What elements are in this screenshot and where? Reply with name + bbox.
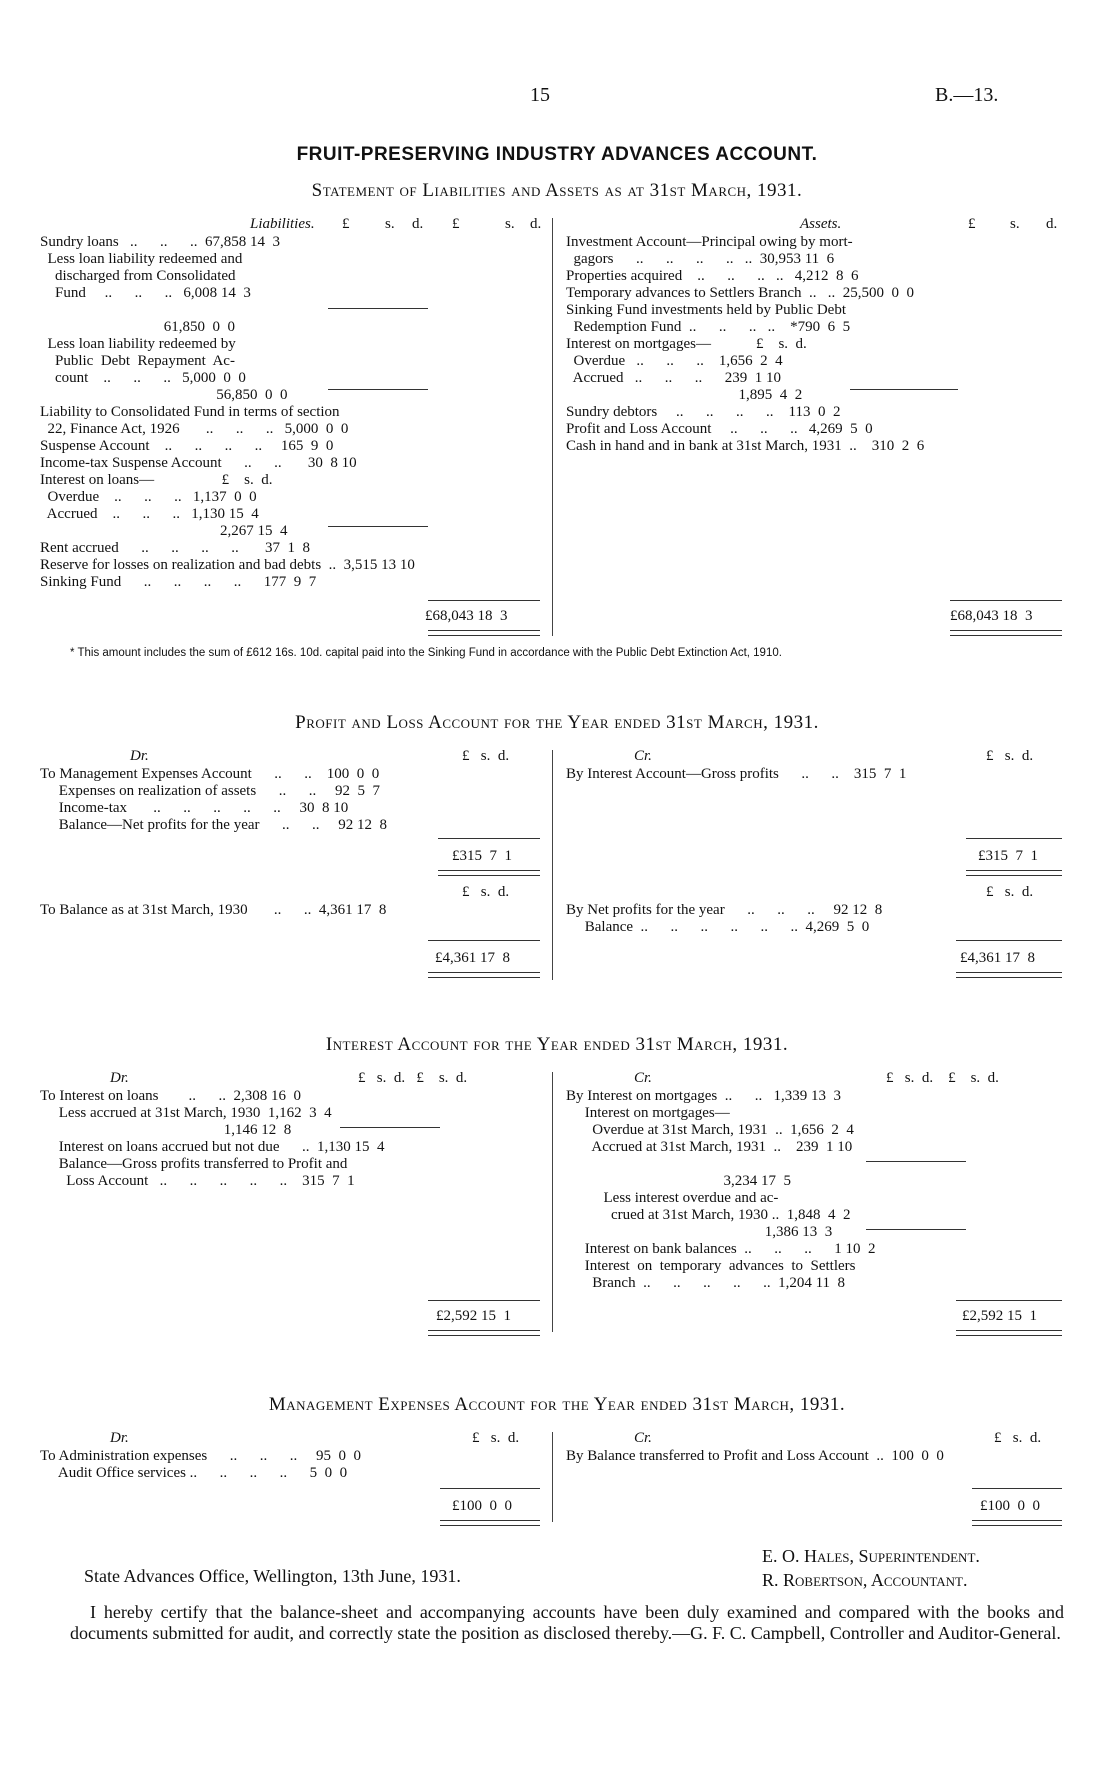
liab-line: discharged from Consolidated [40,268,236,284]
rule [438,838,540,839]
interest-subtitle: Interest Account for the Year ended 31st March, 1931. [325,1034,789,1055]
int-right-line: 1,386 13 3 [566,1224,833,1240]
liab-line: 2,267 15 4 [40,523,288,539]
mgmt-right-line: By Balance transferred to Profit and Loss Account .. 100 0 0 [566,1448,944,1464]
mgmt-cur-r: £ s. d. [994,1430,1042,1446]
int-left-line: Less accrued at 31st March, 1930 1,162 3 4 [40,1105,332,1121]
liab-line: 61,850 0 0 [40,319,235,335]
rule [866,1161,966,1162]
liab-line: Fund .. .. .. 6,008 14 3 [40,285,251,301]
liab-cur-pounds-2: £ [452,216,460,232]
double-rule [428,630,540,636]
asset-line: Sinking Fund investments held by Public Debt [566,302,846,318]
int-left-line: To Interest on loans .. .. 2,308 16 0 [40,1088,302,1104]
liab-line: Interest on loans— £ s. d. [40,472,273,488]
assets-heading: Assets. [800,216,842,232]
office-dateline: State Advances Office, Wellington, 13th June, 1931. [84,1566,461,1586]
double-rule [966,870,1062,876]
asset-line: gagors .. .. .. .. .. 30,953 11 6 [566,251,835,267]
liab-line: 22, Finance Act, 1926 .. .. .. 5,000 0 0 [40,421,349,437]
liab-line: count .. .. .. 5,000 0 0 [40,370,246,386]
rule [950,600,1062,601]
liab-cur-shillings-2: s. [505,216,515,232]
mgmt-cur: £ s. d. [472,1430,520,1446]
mgmt-left-line: Audit Office services .. .. .. .. 5 0 0 [40,1465,348,1481]
liab-cur-shillings: s. [385,216,395,232]
liab-line: Overdue .. .. .. 1,137 0 0 [40,489,257,505]
liab-cur-pence-2: d. [530,216,542,232]
pl-left-line: To Management Expenses Account .. .. 100 0 0 [40,766,380,782]
int-right-line: Branch .. .. .. .. .. 1,204 11 8 [566,1275,846,1291]
int-right-line: Less interest overdue and ac- [566,1190,779,1206]
int-left-line: Interest on loans accrued but not due .. 1,130 15 4 [40,1139,385,1155]
double-rule [428,972,540,978]
signature-superintendent: E. O. Hales, Superintendent. [762,1546,980,1566]
mgmt-dr: Dr. [110,1430,129,1446]
pl-cur-r-2: £ s. d. [986,884,1034,900]
rule [428,600,540,601]
liab-line: Income-tax Suspense Account .. .. 30 8 10 [40,455,357,471]
liab-line: Rent accrued .. .. .. .. 37 1 8 [40,540,310,556]
rule [440,1488,540,1489]
asset-line: Cash in hand and in bank at 31st March, 1931 .. 310 2 6 [566,438,925,454]
balance-sheet-divider [552,218,553,636]
audit-certificate: I hereby certify that the balance-sheet and accompanying accounts have been duly examined and compared with the books and documents submitted for audit, and correctly state the position as disclosed thereby.—G. F. C. Campbell, Controller and Auditor-General. [70,1602,1064,1643]
int-right-line: crued at 31st March, 1930 .. 1,848 4 2 [566,1207,851,1223]
double-rule [440,1520,540,1526]
rule [428,940,540,941]
int-cur-r: £ s. d. £ s. d. [886,1070,999,1086]
liabilities-heading: Liabilities. [250,216,315,232]
asset-line: Temporary advances to Settlers Branch .. .. 25,500 0 0 [566,285,915,301]
management-subtitle: Management Expenses Account for the Year ended 31st March, 1931. [268,1394,846,1415]
pl-cr: Cr. [634,748,652,764]
double-rule [438,870,540,876]
int-right-line: 3,234 17 5 [566,1173,791,1189]
asset-line: Overdue .. .. .. 1,656 2 4 [566,353,783,369]
int-dr: Dr. [110,1070,129,1086]
liab-line: Less loan liability redeemed by [40,336,236,352]
liab-line: Liability to Consolidated Fund in terms of section [40,404,340,420]
profit-loss-subtitle: Profit and Loss Account for the Year ended 31st March, 1931. [295,712,819,733]
mgmt-divider [552,1432,553,1522]
asset-line: Investment Account—Principal owing by mort- [566,234,853,250]
assets-cur-pounds: £ [968,216,976,232]
int-cur: £ s. d. £ s. d. [358,1070,468,1086]
pl-left2-line: To Balance as at 31st March, 1930 .. .. 4,361 17 8 [40,902,387,918]
assets-cur-shillings: s. [1010,216,1020,232]
double-rule [956,972,1062,978]
int-right-line: By Interest on mortgages .. .. 1,339 13 3 [566,1088,841,1104]
asset-line: Profit and Loss Account .. .. .. 4,269 5 0 [566,421,873,437]
double-rule [428,1330,540,1336]
pl-right-line: By Interest Account—Gross profits .. .. 315 7 1 [566,766,907,782]
int-right-line: Accrued at 31st March, 1931 .. 239 1 10 [566,1139,853,1155]
pl-right2-line: Balance .. .. .. .. .. .. 4,269 5 0 [566,919,870,935]
pl-divider [552,750,553,980]
liab-line: Public Debt Repayment Ac- [40,353,235,369]
rule [328,308,428,309]
int-left-line: Balance—Gross profits transferred to Profit and [40,1156,348,1172]
pl-left-line: Expenses on realization of assets .. .. 92 5 7 [40,783,380,799]
liab-line: Accrued .. .. .. 1,130 15 4 [40,506,259,522]
balance-sheet-subtitle: Statement of Liabilities and Assets as at 31st March, 1931. [311,180,803,201]
rule [328,389,428,390]
document-code: B.—13. [935,84,999,106]
signature-accountant: R. Robertson, Accountant. [762,1570,968,1590]
pl-dr: Dr. [130,748,149,764]
double-rule [972,1520,1062,1526]
int-divider [552,1072,553,1332]
rule [956,940,1062,941]
int-right-total: £2,592 15 1 [962,1308,1037,1324]
rule [972,1488,1062,1489]
pl-cur-r: £ s. d. [986,748,1034,764]
int-left-total: £2,592 15 1 [436,1308,511,1324]
rule [966,838,1062,839]
rule [328,526,428,527]
page-number: 15 [530,84,550,106]
int-right-line: Interest on bank balances .. .. .. 1 10 2 [566,1241,876,1257]
pl-right2-total: £4,361 17 8 [960,950,1035,966]
liab-cur-pence: d. [412,216,424,232]
liab-line: Suspense Account .. .. .. .. 165 9 0 [40,438,334,454]
asset-line: Redemption Fund .. .. .. .. *790 6 5 [566,319,851,335]
rule [340,1127,440,1128]
asset-line: Accrued .. .. .. 239 1 10 [566,370,781,386]
pl-right-total: £315 7 1 [978,848,1038,864]
pl-cur: £ s. d. [462,748,510,764]
footnote: * This amount includes the sum of £612 16s. 10d. capital paid into the Sinking Fund in accordance with the Public Debt Extinction Act, 1910. [70,647,782,659]
pl-left2-total: £4,361 17 8 [435,950,510,966]
double-rule [956,1330,1062,1336]
asset-line: 1,895 4 2 [566,387,803,403]
asset-line: Sundry debtors .. .. .. .. 113 0 2 [566,404,841,420]
pl-left-line: Balance—Net profits for the year .. .. 92 12 8 [40,817,387,833]
int-left-line: Loss Account .. .. .. .. .. 315 7 1 [40,1173,355,1189]
assets-cur-pence: d. [1046,216,1058,232]
rule [850,389,958,390]
pl-left-line: Income-tax .. .. .. .. .. 30 8 10 [40,800,349,816]
int-right-line: Overdue at 31st March, 1931 .. 1,656 2 4 [566,1122,854,1138]
asset-line: Interest on mortgages— £ s. d. [566,336,807,352]
asset-line: Properties acquired .. .. .. .. 4,212 8 6 [566,268,859,284]
double-rule [950,630,1062,636]
mgmt-right-total: £100 0 0 [980,1498,1040,1514]
pl-right2-line: By Net profits for the year .. .. .. 92 12 8 [566,902,883,918]
liab-line: Sundry loans .. .. .. 67,858 14 3 [40,234,280,250]
liab-line: Reserve for losses on realization and bad debts .. 3,515 13 10 [40,557,415,573]
mgmt-left-line: To Administration expenses .. .. .. 95 0 0 [40,1448,362,1464]
liab-line: Sinking Fund .. .. .. .. 177 9 7 [40,574,317,590]
mgmt-left-total: £100 0 0 [452,1498,512,1514]
rule [428,1300,540,1301]
int-right-line: Interest on mortgages— [566,1105,730,1121]
int-right-line: Interest on temporary advances to Settlers [566,1258,856,1274]
int-cr: Cr. [634,1070,652,1086]
liabilities-total: £68,043 18 3 [425,608,508,624]
rule [956,1300,1062,1301]
document-title: FRUIT-PRESERVING INDUSTRY ADVANCES ACCOUNT. [296,144,818,165]
liab-line: Less loan liability redeemed and [40,251,243,267]
assets-total: £68,043 18 3 [950,608,1033,624]
pl-left-total: £315 7 1 [452,848,512,864]
mgmt-cr: Cr. [634,1430,652,1446]
liab-cur-pounds: £ [342,216,350,232]
liab-line: 56,850 0 0 [40,387,288,403]
rule [866,1229,966,1230]
int-left-line: 1,146 12 8 [40,1122,292,1138]
pl-cur-2: £ s. d. [462,884,510,900]
